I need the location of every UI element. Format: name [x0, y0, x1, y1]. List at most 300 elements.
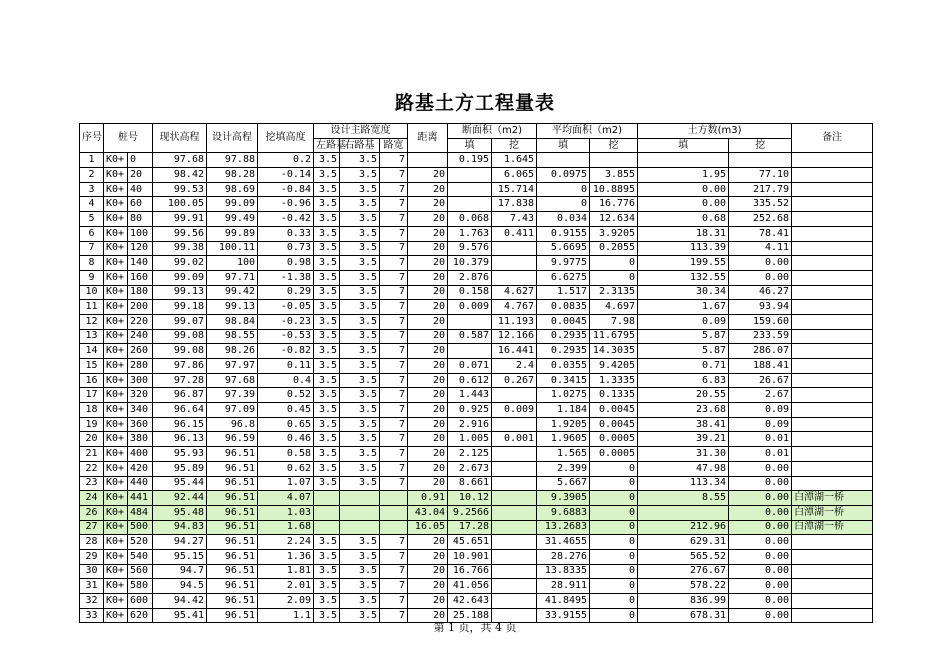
- cell-h: 4.07: [258, 491, 314, 506]
- cell-vf: 30.34: [638, 285, 729, 300]
- cell-pre: K0+: [104, 491, 128, 506]
- cell-pre: K0+: [104, 182, 128, 197]
- cell-l: 3.5: [314, 285, 340, 300]
- cell-l: 3.5: [314, 564, 340, 579]
- cell-ac: 0.0005: [590, 447, 638, 462]
- cell-sf: 2.125: [448, 447, 492, 462]
- cell-st: 540: [128, 549, 153, 564]
- cell-d: 20: [408, 461, 448, 476]
- cell-ex: 99.13: [153, 285, 207, 300]
- cell-pre: K0+: [104, 314, 128, 329]
- cell-sf: 1.443: [448, 388, 492, 403]
- table-row: [80, 373, 873, 388]
- cell-vf: 1.95: [638, 168, 729, 183]
- cell-ac: 0: [590, 549, 638, 564]
- table-row: [80, 520, 873, 535]
- cell-rm: [792, 359, 873, 374]
- cell-seq: 20: [80, 432, 104, 447]
- cell-ac: 12.634: [590, 212, 638, 227]
- cell-h: 0.33: [258, 226, 314, 241]
- cell-rm: [792, 182, 873, 197]
- cell-ac: 2.3135: [590, 285, 638, 300]
- cell-w: 7: [380, 461, 408, 476]
- cell-pre: K0+: [104, 153, 128, 168]
- cell-vc: 0.00: [729, 549, 792, 564]
- cell-l: 3.5: [314, 226, 340, 241]
- cell-pre: K0+: [104, 359, 128, 374]
- cell-h: -0.42: [258, 212, 314, 227]
- cell-vc: 0.09: [729, 403, 792, 418]
- cell-r: [340, 505, 380, 520]
- table-row: [80, 329, 873, 344]
- cell-sc: 0.009: [492, 403, 537, 418]
- cell-pre: K0+: [104, 447, 128, 462]
- cell-d: 20: [408, 256, 448, 271]
- cell-af: 0: [537, 197, 590, 212]
- cell-vf: 23.68: [638, 403, 729, 418]
- cell-l: 3.5: [314, 359, 340, 374]
- cell-de: 96.51: [207, 491, 258, 506]
- cell-rm: [792, 432, 873, 447]
- cell-seq: 21: [80, 447, 104, 462]
- cell-h: 0.65: [258, 417, 314, 432]
- cell-ac: 1.3335: [590, 373, 638, 388]
- cell-sf: 0.587: [448, 329, 492, 344]
- cell-ex: 95.93: [153, 447, 207, 462]
- cell-af: 0.034: [537, 212, 590, 227]
- cell-vf: 0.09: [638, 314, 729, 329]
- cell-seq: 19: [80, 417, 104, 432]
- cell-w: 7: [380, 608, 408, 623]
- cell-ac: 0.2055: [590, 241, 638, 256]
- cell-sc: 6.065: [492, 168, 537, 183]
- cell-l: 3.5: [314, 549, 340, 564]
- cell-af: 0.2935: [537, 344, 590, 359]
- cell-de: 100: [207, 256, 258, 271]
- table-row: [80, 564, 873, 579]
- cell-af: 1.9605: [537, 432, 590, 447]
- cell-vf: 39.21: [638, 432, 729, 447]
- cell-w: 7: [380, 153, 408, 168]
- cell-l: 3.5: [314, 373, 340, 388]
- cell-vf: 212.96: [638, 520, 729, 535]
- cell-pre: K0+: [104, 329, 128, 344]
- cell-rm: [792, 594, 873, 609]
- cell-sc: [492, 549, 537, 564]
- cell-l: 3.5: [314, 447, 340, 462]
- cell-de: 96.51: [207, 549, 258, 564]
- cell-seq: 11: [80, 300, 104, 315]
- cell-pre: K0+: [104, 285, 128, 300]
- cell-ex: 92.44: [153, 491, 207, 506]
- cell-af: 0.0045: [537, 314, 590, 329]
- cell-seq: 9: [80, 270, 104, 285]
- cell-ac: 0: [590, 608, 638, 623]
- cell-d: 20: [408, 314, 448, 329]
- cell-sc: [492, 505, 537, 520]
- cell-vf: 578.22: [638, 579, 729, 594]
- table-row: [80, 153, 873, 168]
- cell-st: 260: [128, 344, 153, 359]
- cell-h: 1.68: [258, 520, 314, 535]
- cell-de: 96.51: [207, 447, 258, 462]
- cell-vc: 0.00: [729, 594, 792, 609]
- cell-r: 3.5: [340, 256, 380, 271]
- header-right: 右路基: [340, 138, 380, 153]
- cell-sf: 1.763: [448, 226, 492, 241]
- cell-sf: 16.766: [448, 564, 492, 579]
- cell-st: 400: [128, 447, 153, 462]
- cell-r: 3.5: [340, 403, 380, 418]
- cell-st: 200: [128, 300, 153, 315]
- cell-sf: [448, 344, 492, 359]
- cell-de: 98.26: [207, 344, 258, 359]
- cell-rm: [792, 256, 873, 271]
- cell-st: 100: [128, 226, 153, 241]
- cell-h: 0.29: [258, 285, 314, 300]
- cell-de: 99.89: [207, 226, 258, 241]
- cell-vc: 0.00: [729, 564, 792, 579]
- cell-de: 98.69: [207, 182, 258, 197]
- cell-seq: 23: [80, 476, 104, 491]
- cell-h: 1.81: [258, 564, 314, 579]
- cell-h: -0.05: [258, 300, 314, 315]
- cell-de: 96.51: [207, 594, 258, 609]
- cell-ex: 96.15: [153, 417, 207, 432]
- cell-pre: K0+: [104, 270, 128, 285]
- cell-vc: 286.07: [729, 344, 792, 359]
- cell-w: 7: [380, 329, 408, 344]
- cell-w: 7: [380, 432, 408, 447]
- cell-d: 16.05: [408, 520, 448, 535]
- cell-l: 3.5: [314, 256, 340, 271]
- cell-h: 0.2: [258, 153, 314, 168]
- cell-w: 7: [380, 226, 408, 241]
- cell-ex: 97.68: [153, 153, 207, 168]
- cell-d: 20: [408, 403, 448, 418]
- cell-sc: 17.838: [492, 197, 537, 212]
- cell-rm: [792, 447, 873, 462]
- cell-sc: [492, 594, 537, 609]
- cell-vf: 276.67: [638, 564, 729, 579]
- cell-r: [340, 520, 380, 535]
- cell-sf: [448, 314, 492, 329]
- cell-st: 620: [128, 608, 153, 623]
- cell-l: 3.5: [314, 241, 340, 256]
- cell-af: 1.9205: [537, 417, 590, 432]
- cell-ac: 10.8895: [590, 182, 638, 197]
- table-row: [80, 432, 873, 447]
- cell-sc: 0.411: [492, 226, 537, 241]
- cell-seq: 31: [80, 579, 104, 594]
- cell-ex: 99.56: [153, 226, 207, 241]
- cell-sf: 8.661: [448, 476, 492, 491]
- cell-af: 5.667: [537, 476, 590, 491]
- cell-d: 20: [408, 241, 448, 256]
- cell-seq: 2: [80, 168, 104, 183]
- cell-l: 3.5: [314, 535, 340, 550]
- cell-w: 7: [380, 197, 408, 212]
- cell-de: 100.11: [207, 241, 258, 256]
- cell-af: 28.276: [537, 549, 590, 564]
- cell-seq: 7: [80, 241, 104, 256]
- cell-ex: 99.38: [153, 241, 207, 256]
- cell-d: 20: [408, 373, 448, 388]
- cell-ac: 0: [590, 579, 638, 594]
- cell-l: 3.5: [314, 270, 340, 285]
- table-row: [80, 359, 873, 374]
- cell-vc: 46.27: [729, 285, 792, 300]
- cell-seq: 17: [80, 388, 104, 403]
- cell-vc: 252.68: [729, 212, 792, 227]
- cell-sf: 25.188: [448, 608, 492, 623]
- cell-pre: K0+: [104, 417, 128, 432]
- cell-r: 3.5: [340, 168, 380, 183]
- cell-seq: 13: [80, 329, 104, 344]
- cell-ac: 0: [590, 476, 638, 491]
- cell-vf: 31.30: [638, 447, 729, 462]
- cell-de: 99.09: [207, 197, 258, 212]
- cell-d: 20: [408, 594, 448, 609]
- cell-sf: 41.056: [448, 579, 492, 594]
- cell-d: 20: [408, 300, 448, 315]
- table-row: [80, 579, 873, 594]
- cell-seq: 32: [80, 594, 104, 609]
- cell-sc: 12.166: [492, 329, 537, 344]
- cell-ex: 95.15: [153, 549, 207, 564]
- header-volume: 土方数(m3): [638, 124, 792, 139]
- cell-seq: 5: [80, 212, 104, 227]
- cell-af: 28.911: [537, 579, 590, 594]
- cell-sc: 11.193: [492, 314, 537, 329]
- cell-seq: 12: [80, 314, 104, 329]
- cell-d: 20: [408, 344, 448, 359]
- cell-vc: 2.67: [729, 388, 792, 403]
- table-row: [80, 314, 873, 329]
- cell-seq: 1: [80, 153, 104, 168]
- cell-d: 20: [408, 182, 448, 197]
- cell-rm: [792, 329, 873, 344]
- cell-h: 2.09: [258, 594, 314, 609]
- cell-r: 3.5: [340, 212, 380, 227]
- cell-af: 0: [537, 182, 590, 197]
- cell-rm: [792, 403, 873, 418]
- cell-ac: 11.6795: [590, 329, 638, 344]
- cell-vf: [638, 505, 729, 520]
- table-row: [80, 505, 873, 520]
- cell-af: 0.2935: [537, 329, 590, 344]
- cell-w: 7: [380, 417, 408, 432]
- cell-de: 97.39: [207, 388, 258, 403]
- cell-pre: K0+: [104, 403, 128, 418]
- cell-r: 3.5: [340, 608, 380, 623]
- cell-sf: 45.651: [448, 535, 492, 550]
- cell-ex: 98.42: [153, 168, 207, 183]
- cell-vf: 20.55: [638, 388, 729, 403]
- cell-d: 20: [408, 329, 448, 344]
- cell-l: 3.5: [314, 579, 340, 594]
- cell-af: 31.4655: [537, 535, 590, 550]
- cell-d: 20: [408, 226, 448, 241]
- cell-rm: [792, 373, 873, 388]
- cell-ex: 99.02: [153, 256, 207, 271]
- cell-vc: 0.00: [729, 608, 792, 623]
- cell-vf: 0.00: [638, 182, 729, 197]
- cell-ac: 0: [590, 461, 638, 476]
- table-row: [80, 535, 873, 550]
- cell-ac: 14.3035: [590, 344, 638, 359]
- cell-af: 9.6883: [537, 505, 590, 520]
- table-row: [80, 241, 873, 256]
- cell-ex: 95.41: [153, 608, 207, 623]
- cell-vf: 1.67: [638, 300, 729, 315]
- cell-h: -0.23: [258, 314, 314, 329]
- cell-h: 0.73: [258, 241, 314, 256]
- cell-sf: 0.925: [448, 403, 492, 418]
- cell-de: 97.68: [207, 373, 258, 388]
- cell-af: 13.8335: [537, 564, 590, 579]
- cell-st: 140: [128, 256, 153, 271]
- cell-vc: 78.41: [729, 226, 792, 241]
- header-avg-area: 平均面积（m2): [537, 124, 638, 139]
- cell-vc: 0.01: [729, 432, 792, 447]
- cell-ac: 16.776: [590, 197, 638, 212]
- cell-rm: [792, 564, 873, 579]
- cell-st: 441: [128, 491, 153, 506]
- cell-vc: 26.67: [729, 373, 792, 388]
- cell-vc: 335.52: [729, 197, 792, 212]
- cell-ac: 0: [590, 594, 638, 609]
- cell-af: 41.8495: [537, 594, 590, 609]
- table-row: [80, 285, 873, 300]
- cell-pre: K0+: [104, 476, 128, 491]
- cell-vc: 233.59: [729, 329, 792, 344]
- table-row: [80, 476, 873, 491]
- cell-st: 160: [128, 270, 153, 285]
- cell-d: 43.04: [408, 505, 448, 520]
- header-seq: 序号: [80, 124, 104, 153]
- cell-rm: 白潭湖一桥: [792, 505, 873, 520]
- cell-seq: 18: [80, 403, 104, 418]
- cell-st: 0: [128, 153, 153, 168]
- cell-vc: 0.00: [729, 270, 792, 285]
- cell-w: 7: [380, 182, 408, 197]
- cell-ex: 95.48: [153, 505, 207, 520]
- cell-r: 3.5: [340, 594, 380, 609]
- header-volume-fill: 填: [638, 138, 729, 153]
- cell-ex: 99.07: [153, 314, 207, 329]
- cell-d: 20: [408, 535, 448, 550]
- cell-sc: 7.43: [492, 212, 537, 227]
- cell-sf: 10.12: [448, 491, 492, 506]
- cell-rm: [792, 461, 873, 476]
- cell-vf: 0.68: [638, 212, 729, 227]
- table-row: [80, 344, 873, 359]
- cell-rm: [792, 417, 873, 432]
- table-row: [80, 270, 873, 285]
- table-header: [80, 124, 873, 153]
- cell-ac: 4.697: [590, 300, 638, 315]
- cell-sf: 42.643: [448, 594, 492, 609]
- cell-ac: 0.0005: [590, 432, 638, 447]
- cell-ac: 0: [590, 564, 638, 579]
- table-row: [80, 300, 873, 315]
- cell-ac: 0: [590, 535, 638, 550]
- cell-r: 3.5: [340, 241, 380, 256]
- cell-h: 0.4: [258, 373, 314, 388]
- cell-de: 96.51: [207, 505, 258, 520]
- cell-af: 0.0835: [537, 300, 590, 315]
- cell-st: 20: [128, 168, 153, 183]
- cell-vf: 5.87: [638, 329, 729, 344]
- cell-h: 1.07: [258, 476, 314, 491]
- cell-l: 3.5: [314, 461, 340, 476]
- header-fillcut: 挖填高度: [258, 124, 314, 153]
- table-row: [80, 182, 873, 197]
- cell-l: 3.5: [314, 197, 340, 212]
- cell-de: 98.55: [207, 329, 258, 344]
- header-station: 桩号: [104, 124, 153, 153]
- cell-st: 240: [128, 329, 153, 344]
- cell-r: 3.5: [340, 579, 380, 594]
- cell-pre: K0+: [104, 535, 128, 550]
- cell-w: 7: [380, 579, 408, 594]
- cell-de: 97.09: [207, 403, 258, 418]
- cell-vc: 217.79: [729, 182, 792, 197]
- cell-d: 20: [408, 285, 448, 300]
- cell-vf: 0.00: [638, 197, 729, 212]
- cell-l: [314, 520, 340, 535]
- cell-d: 20: [408, 476, 448, 491]
- cell-vc: 188.41: [729, 359, 792, 374]
- cell-rm: [792, 153, 873, 168]
- table-row: [80, 447, 873, 462]
- cell-h: 0.52: [258, 388, 314, 403]
- cell-vc: 0.00: [729, 520, 792, 535]
- cell-pre: K0+: [104, 241, 128, 256]
- table-row: [80, 226, 873, 241]
- cell-st: 484: [128, 505, 153, 520]
- cell-pre: K0+: [104, 256, 128, 271]
- cell-h: 1.03: [258, 505, 314, 520]
- table-row: [80, 388, 873, 403]
- cell-sf: 1.005: [448, 432, 492, 447]
- cell-af: 2.399: [537, 461, 590, 476]
- cell-w: 7: [380, 594, 408, 609]
- cell-sc: [492, 491, 537, 506]
- cell-sf: [448, 182, 492, 197]
- cell-st: 420: [128, 461, 153, 476]
- cell-h: -0.53: [258, 329, 314, 344]
- cell-vf: 629.31: [638, 535, 729, 550]
- table-row: [80, 197, 873, 212]
- cell-vc: [729, 153, 792, 168]
- cell-pre: K0+: [104, 344, 128, 359]
- cell-d: 20: [408, 447, 448, 462]
- cell-r: 3.5: [340, 564, 380, 579]
- table-row: [80, 549, 873, 564]
- cell-vf: 47.98: [638, 461, 729, 476]
- cell-vc: 77.10: [729, 168, 792, 183]
- cell-ex: 96.87: [153, 388, 207, 403]
- cell-sf: 9.576: [448, 241, 492, 256]
- cell-st: 520: [128, 535, 153, 550]
- cell-w: 7: [380, 168, 408, 183]
- cell-st: 320: [128, 388, 153, 403]
- cell-seq: 10: [80, 285, 104, 300]
- cell-pre: K0+: [104, 608, 128, 623]
- cell-seq: 27: [80, 520, 104, 535]
